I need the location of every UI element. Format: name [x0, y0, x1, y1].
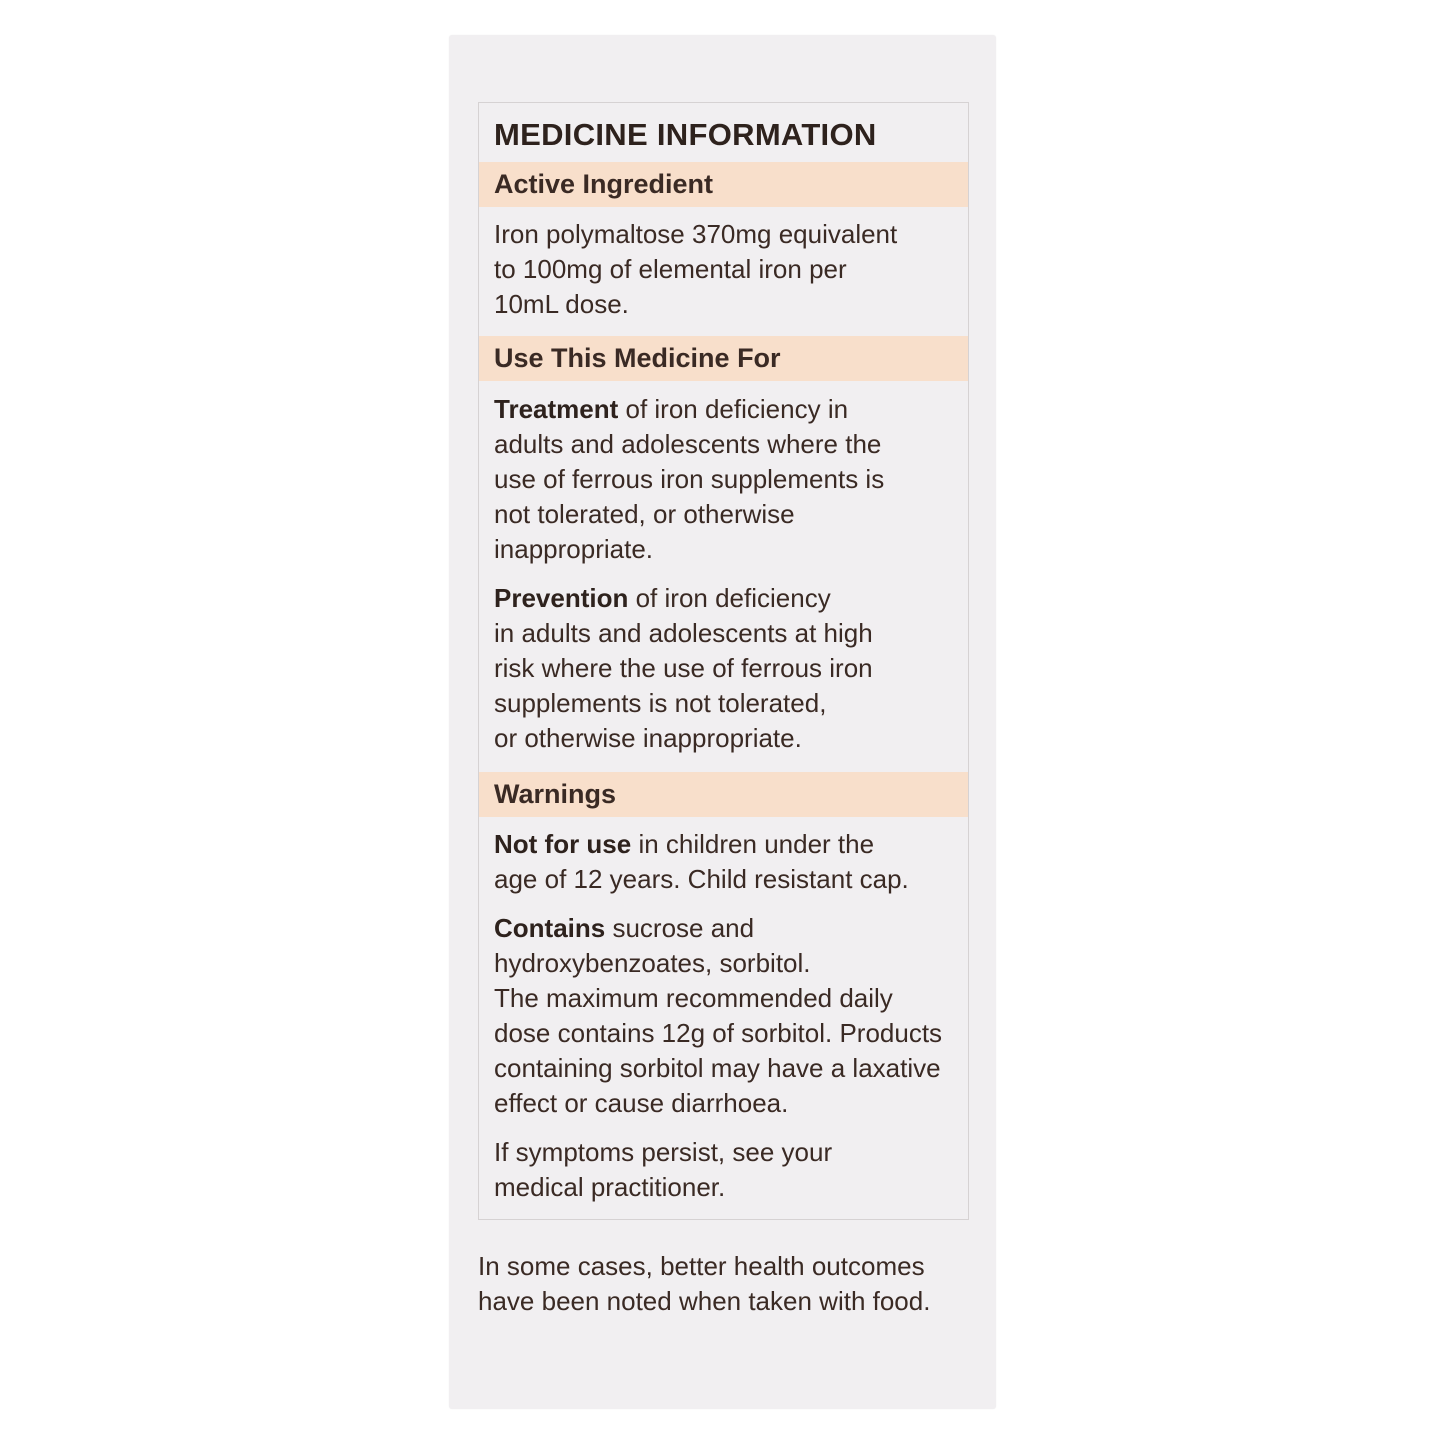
- active-ingredient-text: Iron polymaltose 370mg equivalent to 100mg of elemental iron per 10mL dose.: [494, 219, 898, 319]
- prevention-text: Prevention of iron deficiency in adults and adolescents at high risk where the use of ferrous iron supplements is not tolerated, or otherwise inappropriate.: [494, 583, 873, 753]
- contains-bold: Contains: [494, 913, 606, 943]
- food-footnote: In some cases, better health outcomes have been noted when taken with food.: [478, 1251, 931, 1316]
- prevention-bold: Prevention: [494, 583, 629, 613]
- not-for-use-text: Not for use in children under the age of 12 years. Child resistant cap.: [494, 829, 909, 894]
- treatment-text: Treatment of iron deficiency in adults and adolescents where the use of ferrous iron supplements is not tolerated, or otherwise inappropriate.: [494, 394, 885, 564]
- box-title: MEDICINE INFORMATION: [494, 117, 877, 152]
- medicine-information-box: [478, 102, 969, 1220]
- medicine-info-panel: [449, 35, 996, 1409]
- treatment-bold: Treatment: [494, 394, 619, 424]
- section-header-use-for: Use This Medicine For: [479, 336, 968, 381]
- symptoms-text: If symptoms persist, see your medical practitioner.: [494, 1137, 833, 1202]
- section-header-active-ingredient: Active Ingredient: [479, 162, 968, 207]
- section-header-warnings: Warnings: [479, 772, 968, 817]
- contains-text: Contains sucrose and hydroxybenzoates, sorbitol. The maximum recommended daily dose contains 12g of sorbitol. Products containing sorbitol may have a laxative effect or cause diarrhoea.: [494, 913, 943, 1118]
- not-for-use-bold: Not for use: [494, 829, 632, 859]
